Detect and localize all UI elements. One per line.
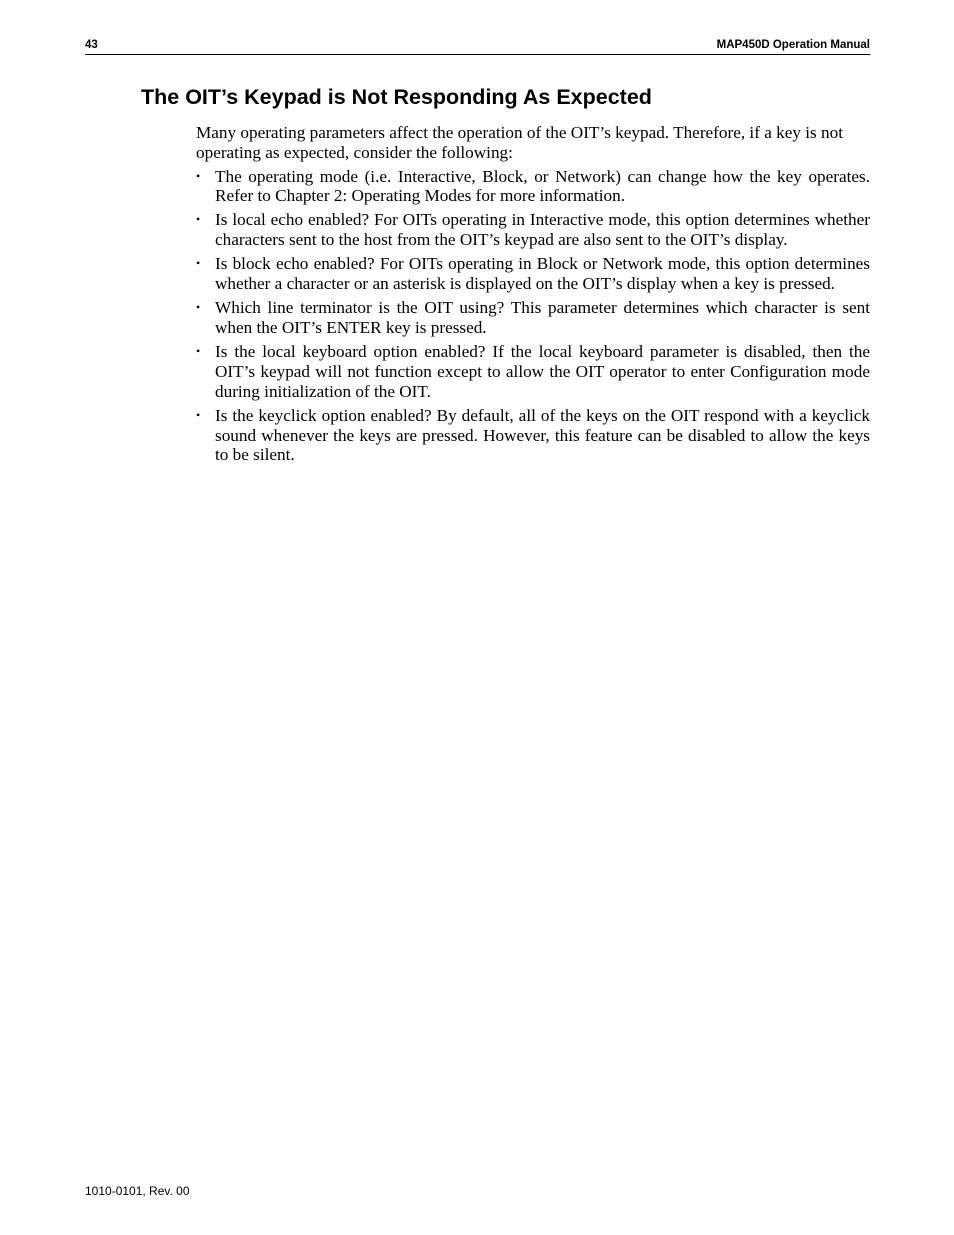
section-body <box>196 123 870 470</box>
bullet-icon: • <box>196 407 201 422</box>
list-item <box>196 254 870 294</box>
troubleshooting-list <box>196 167 870 466</box>
bullet-icon: • <box>196 344 201 359</box>
list-item-text: Is block echo enabled? For OITs operating in Block or Network mode, this option determines whether a character or an asterisk is displayed on the OIT’s display when a key is pressed. <box>215 254 870 294</box>
intro-paragraph: Many operating parameters affect the operation of the OIT’s keypad. Therefore, if a key is not operating as expected, consider the following: <box>196 123 843 162</box>
list-item <box>196 342 870 401</box>
list-item <box>196 167 870 207</box>
page-header <box>85 38 870 55</box>
bullet-icon: • <box>196 256 201 271</box>
list-item-text: Is the local keyboard option enabled? If the local keyboard parameter is disabled, then the OIT’s keypad will not function except to allow the OIT operator to enter Configuration mode during initialization of the OIT. <box>215 342 870 401</box>
list-item-text: Is local echo enabled? For OITs operating in Interactive mode, this option determines whether characters sent to the host from the OIT’s keypad are also sent to the OIT’s display. <box>215 210 870 250</box>
bullet-icon: • <box>196 212 201 227</box>
list-item-text: The operating mode (i.e. Interactive, Block, or Network) can change how the key operates. Refer to Chapter 2: Operating Modes for more information. <box>215 166 870 206</box>
list-item-text: Is the keyclick option enabled? By default, all of the keys on the OIT respond with a keyclick sound whenever the keys are pressed. However, this feature can be disabled to allow the keys to be silent. <box>215 405 870 465</box>
list-item <box>196 406 870 465</box>
page-footer <box>85 1184 190 1198</box>
bullet-icon: • <box>196 300 201 315</box>
section-title: The OIT’s Keypad is Not Responding As Expected <box>141 85 652 109</box>
list-item-text: Which line terminator is the OIT using? This parameter determines which character is sent when the OIT’s ENTER key is pressed. <box>215 298 870 338</box>
manual-title: MAP450D Operation Manual <box>716 39 870 51</box>
doc-number: 1010-0101, Rev. 00 <box>85 1184 190 1198</box>
list-item <box>196 298 870 338</box>
list-item <box>196 210 870 250</box>
page-number: 43 <box>85 39 98 51</box>
bullet-icon: • <box>196 168 201 183</box>
